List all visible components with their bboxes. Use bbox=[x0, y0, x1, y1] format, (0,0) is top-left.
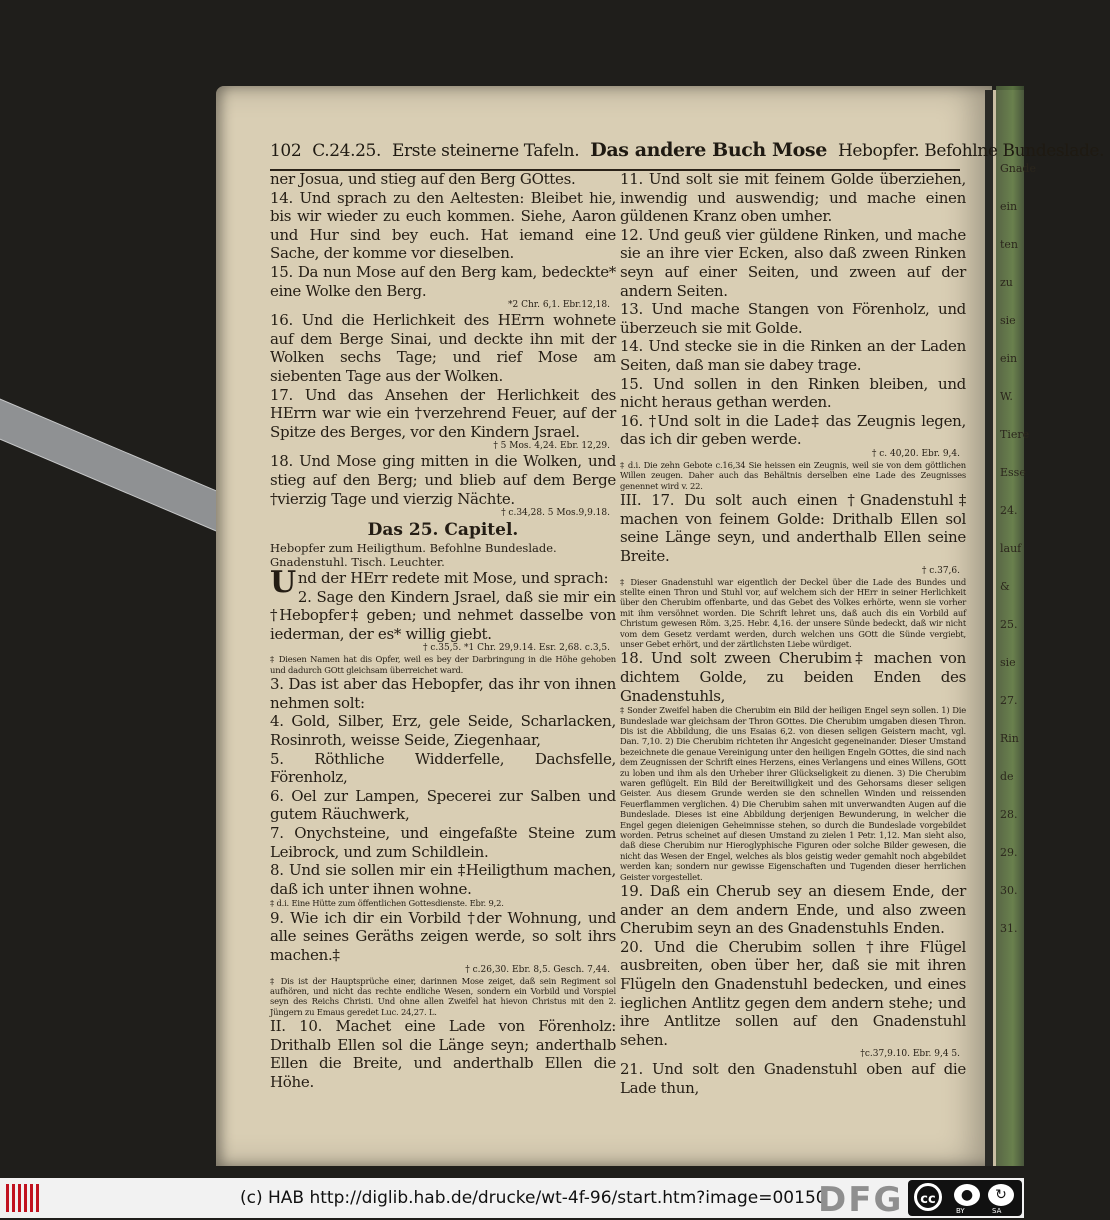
next-page-fragment: ein bbox=[1000, 352, 1018, 365]
verse-text: nd der HErr redete mit Mose, und sprach: bbox=[297, 569, 609, 588]
verse: 9. Wie ich dir ein Vorbild †der Wohnung, und alle seines Geräths zeigen werde, so solt ihrs machen.‡ bbox=[270, 908, 616, 964]
verse: 11. Und solt sie mit feinem Golde überziehen, inwendig und auswendig; und mache einen güldenen Kranz oben umher. bbox=[620, 170, 966, 226]
next-page-fragment: 27. bbox=[1000, 694, 1018, 707]
next-page-fragment: lauf bbox=[1000, 542, 1022, 555]
next-page-fragment: W. bbox=[1000, 390, 1013, 403]
book-title: Das andere Buch Mose bbox=[590, 139, 827, 161]
next-page-fragment: 31. bbox=[1000, 922, 1018, 935]
next-page-fragment: 29. bbox=[1000, 846, 1018, 859]
by-label: BY bbox=[956, 1207, 965, 1215]
verse: 8. Und sie sollen mir ein ‡Heiligthum machen, daß ich unter ihnen wohne. bbox=[270, 861, 616, 898]
next-page-fragment: 28. bbox=[1000, 808, 1018, 821]
verse: 12. Und geuß vier güldene Rinken, und mache sie an ihre vier Ecken, also daß zween Rinken seyn auf einer Seiten, und zween auf der andern Seiten. bbox=[620, 225, 966, 300]
footnote: ‡ Dis ist der Hauptsprüche einer, darinnen Mose zeiget, daß sein Regiment sol aufhören, und nicht das rechte endliche Wesen, sondern ein Vorbild und Vorspiel seyn des Reichs Christi. Und ohne allen Zweifel hat hievon Christus mit den 2. Jüngern zu Emaus geredet Luc. 24,27. L. bbox=[270, 975, 616, 1017]
hab-logo-icon bbox=[6, 1184, 40, 1212]
cross-reference: † c.35,5. *1 Chr. 29,9.14. Esr. 2,68. c.3,5. bbox=[423, 643, 610, 654]
footnote: ‡ Dieser Gnadenstuhl war eigentlich der Deckel über die Lade des Bundes und stellte einen Thron und Stuhl vor, auf welchem sich der HErr in seiner Herlichkeit über den Cherubim offenbarte, und das Gebet des Volkes erhörte, wenn sie vorher mit ihm versöhnet worden. Die Schrift lehret uns, daß auch dis ein Vorbild auf Christum gewesen Röm. 3,25. Hebr. 4,16. der unsere Sünde bedeckt, daß wir nicht vom dem Gesetz verdamt werden, durch welchen uns GOtt die Sünde vergiebt, unser Gebet erhört, und der zärtlichsten Liebe würdiget. bbox=[620, 576, 966, 649]
verse: 15. Und sollen in den Rinken bleiben, und nicht heraus gethan werden. bbox=[620, 374, 966, 412]
next-page-fragment: & bbox=[1000, 580, 1010, 593]
next-page-fragment: 30. bbox=[1000, 884, 1018, 897]
verse: 4. Gold, Silber, Erz, gele Seide, Scharlacken, Rosinroth, weisse Seide, Ziegenhaar, bbox=[270, 712, 616, 750]
cross-reference: † c.37,6. bbox=[921, 565, 960, 576]
drop-initial: U bbox=[270, 565, 296, 601]
dfg-logo: DFG bbox=[818, 1180, 904, 1220]
verse: II. 10. Machet eine Lade von Förenholz: Drithalb Ellen sol die Länge seyn; anderthalb Ellen die Breite, und anderthalb Ellen die Höhe. bbox=[270, 1017, 616, 1091]
chapter-ref: C.24.25. bbox=[312, 141, 381, 161]
verse: 5. Röthliche Widderfelle, Dachsfelle, Förenholz, bbox=[270, 749, 616, 787]
next-page-fragment: ten bbox=[1000, 238, 1019, 251]
next-page-fragment: ein bbox=[1000, 200, 1018, 213]
footnote: ‡ d.i. Eine Hütte zum öffentlichen Gottesdienste. Ebr. 9,2. bbox=[270, 898, 504, 909]
footnote: ‡ Diesen Namen hat dis Opfer, weil es bey der Darbringung in die Höhe gehoben und dadurch GOtt gleichsam überreichet ward. bbox=[270, 654, 616, 675]
chapter-heading: Das 25. Capitel. bbox=[367, 520, 519, 541]
cross-reference: † c. 40,20. Ebr. 9,4. bbox=[871, 448, 960, 459]
next-page-fragment: Gnade bbox=[1000, 162, 1036, 175]
cross-reference: † c.34,28. 5 Mos.9,9.18. bbox=[501, 508, 610, 519]
verse: 18. Und solt zween Cherubim‡ machen von dichtem Golde, zu beiden Enden des Gnadenstuhls, bbox=[620, 649, 966, 705]
verse: 14. Und sprach zu den Aeltesten: Bleibet hie, bis wir wieder zu euch kommen. Siehe, Aaron und Hur sind bey euch. Hat iemand eine Sache, der komme vor dieselben. bbox=[270, 188, 616, 263]
next-page-fragment: sie bbox=[1000, 656, 1016, 669]
cross-reference: † 5 Mos. 4,24. Ebr. 12,29. bbox=[493, 441, 610, 452]
viewer-footer bbox=[0, 1178, 1024, 1218]
cc-icon: cc bbox=[914, 1183, 942, 1211]
right-column bbox=[620, 170, 966, 1098]
cc-license-badge[interactable] bbox=[908, 1180, 1022, 1216]
verse: 16. Und die Herlichkeit des HErrn wohnete auf dem Berge Sinai, und deckte ihn mit der Wolken sechs Tage; und rief Mose am siebenten Tage aus der Wolken. bbox=[270, 311, 616, 385]
left-column bbox=[270, 170, 616, 1092]
verse: 6. Oel zur Lampen, Specerei zur Salben und gutem Räuchwerk, bbox=[270, 786, 616, 824]
by-person-icon: ● bbox=[954, 1184, 980, 1206]
next-page-fragment: 24. bbox=[1000, 504, 1018, 517]
verse: 17. Und das Ansehen der Herlichkeit des HErrn war wie ein †verzehrend Feuer, auf der Spitze des Berges, vor den Kindern Jsrael. bbox=[270, 385, 616, 441]
verse: 16. †Und solt in die Lade‡ das Zeugnis legen, das ich dir geben werde. bbox=[620, 411, 966, 449]
verse: 21. Und solt den Gnadenstuhl oben auf die Lade thun, bbox=[620, 1060, 966, 1097]
verse: 20. Und die Cherubim sollen †ihre Flügel ausbreiten, oben über her, daß sie mit ihren Flügeln den Gnadenstuhl bedecken, und eines ieglichen Antlitz gegen dem andern stehe; und ihre Antlitze sollen auf den Gnadenstuhl sehen. bbox=[620, 937, 966, 1049]
verse: 19. Daß ein Cherub sey an diesem Ende, der ander an dem andern Ende, und also zween Cherubim seyn an des Gnadenstuhls Enden. bbox=[620, 882, 966, 938]
footnote: ‡ Sonder Zweifel haben die Cherubim ein Bild der heiligen Engel seyn sollen. 1) Die Bundeslade war gleichsam der Thron GOttes. Die Cherubim umgaben diesen Thron. Dis ist die Abbildung, die uns Esaias 6,2. von diesen seligen Geistern macht, vgl. Dan. 7,10. 2) Die Cherubim richteten ihr Angesicht gegeneinander. Dieser Umstand bezeichnete die genaue Vereinigung unter den heiligen Engeln GOttes, die sind nach dem Zeugnissen der Schrift eines Herzens, eines Verlangens und eines Willens, GOtt zu loben und ihm als den Urheber ihrer Glückseligkeit zu dienen. 3) Die Cherubim waren geflügelt. Ein Bild der Bereitwilligkeit und des Gehorsams dieser seligen Geister. Aus diesem Grunde werden sie den schnellen Winden und reissenden Feuerflammen verglichen. 4) Die Cherubim sahen mit unverwandten Augen auf die Bundeslade. Dieses ist eine Abbildung derjenigen Bewunderung, in welcher die Engel gegen dieienigen Geheimnisse stehen, so durch die Bundeslade vorgebildet worden. Petrus scheinet auf diesen Umstand zu zielen 1 Petr. 1,12. Man sieht also, daß diese Cherubim nur Hieroglyphische Figuren oder solche Bilder gewesen, die nicht das Wesen der Engel, welches als blos geistig weder gemahlt noch abgebildet werden kan; sondern nur gewisse Eigenschaften und Tugenden dieser herrlichen Geister vorgestellet. bbox=[620, 705, 966, 882]
next-page-fragment: Esse bbox=[1000, 466, 1026, 479]
right-running-title: Hebopfer. Befohlne Bundeslade. bbox=[837, 141, 1105, 161]
verse: 14. Und stecke sie in die Rinken an der Laden Seiten, daß man sie dabey trage. bbox=[620, 337, 966, 374]
page-number: 102 bbox=[270, 141, 302, 161]
verse: 3. Das ist aber das Hebopfer, das ihr von ihnen nehmen solt: bbox=[270, 675, 616, 712]
sa-label: SA bbox=[992, 1207, 1002, 1215]
next-page-fragment: sie bbox=[1000, 314, 1016, 327]
verse: 7. Onychsteine, und eingefaßte Steine zum Leibrock, und zum Schildlein. bbox=[270, 824, 616, 861]
chapter-opening-verse bbox=[270, 565, 616, 601]
next-page-fragment: 25. bbox=[1000, 618, 1018, 631]
next-page-fragment: Rin bbox=[1000, 732, 1019, 745]
verse: 13. Und mache Stangen von Förenholz, und überzeuch sie mit Golde. bbox=[620, 300, 966, 337]
verse: 18. Und Mose ging mitten in die Wolken, und stieg auf den Berg; und blieb auf dem Berge †vierzig Tage und vierzig Nächte. bbox=[270, 452, 616, 508]
cross-reference: †c.37,9.10. Ebr. 9,4 5. bbox=[860, 1049, 960, 1060]
verse: ner Josua, und stieg auf den Berg GOttes. bbox=[270, 170, 576, 188]
cross-reference: *2 Chr. 6,1. Ebr.12,18. bbox=[508, 300, 610, 311]
next-page-fragment: de bbox=[1000, 770, 1014, 783]
verse: 15. Da nun Mose auf den Berg kam, bedeckte* eine Wolke den Berg. bbox=[270, 262, 616, 300]
left-running-title: Erste steinerne Tafeln. bbox=[391, 141, 580, 161]
footnote: ‡ d.i. Die zehn Gebote c.16,34 Sie heissen ein Zeugnis, weil sie von dem göttlichen Willen zeugen. Daher auch das Behältnis derselben eine Lade des Zeugnisses genennet wird v. 22. bbox=[620, 459, 966, 491]
next-page-text bbox=[1000, 150, 1036, 948]
sharealike-icon: ↻ bbox=[988, 1184, 1014, 1206]
verse: III. 17. Du solt auch einen †Gnadenstuhl‡ machen von feinem Golde: Drithalb Ellen sol seine Länge seyn, und anderthalb Ellen seine Breite. bbox=[620, 491, 966, 565]
chapter-summary: Hebopfer zum Heiligthum. Befohlne Bundeslade. Gnadenstuhl. Tisch. Leuchter. bbox=[270, 541, 557, 570]
credit-link[interactable]: (c) HAB http://diglib.hab.de/drucke/wt-4f-96/start.htm?image=00150 bbox=[240, 1188, 827, 1208]
verse: 2. Sage den Kindern Jsrael, daß sie mir ein †Hebopfer‡ geben; und nehmet dasselbe von iederman, der es* willig giebt. bbox=[270, 587, 616, 643]
next-page-fragment: Tiere bbox=[1000, 428, 1030, 441]
next-page-fragment: zu bbox=[1000, 276, 1013, 289]
cross-reference: † c.26,30. Ebr. 8,5. Gesch. 7,44. bbox=[465, 964, 610, 975]
